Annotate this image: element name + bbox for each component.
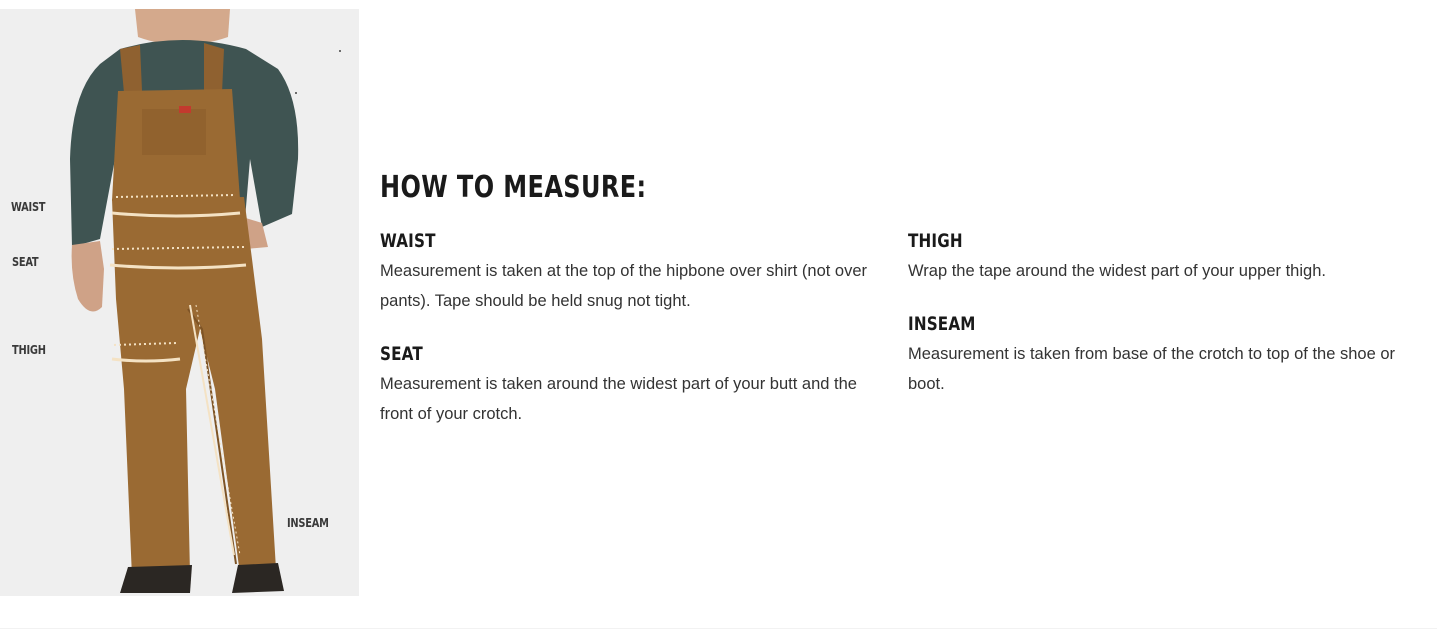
figure-label-seat: SEAT bbox=[12, 255, 39, 269]
figure-label-thigh: THIGH bbox=[12, 343, 46, 357]
measurement-figure bbox=[0, 9, 359, 596]
section-title: HOW TO MEASURE: bbox=[380, 170, 647, 205]
measurement-thigh bbox=[908, 228, 1418, 286]
measurement-inseam bbox=[908, 311, 1418, 399]
measurement-description: Measurement is taken from base of the crotch to top of the shoe or boot. bbox=[908, 345, 1396, 393]
measurement-seat bbox=[380, 341, 880, 429]
measurement-description: Wrap the tape around the widest part of your upper thigh. bbox=[908, 262, 1326, 280]
measurement-title: THIGH bbox=[908, 230, 963, 252]
figure-label-inseam: INSEAM bbox=[287, 516, 329, 530]
figure-label-waist: WAIST bbox=[11, 200, 46, 214]
measurement-title: INSEAM bbox=[908, 313, 976, 335]
measurement-title: SEAT bbox=[380, 343, 423, 365]
divider bbox=[0, 628, 1437, 629]
measurement-description: Measurement is taken at the top of the hipbone over shirt (not over pants). Tape should be held snug not tight. bbox=[380, 262, 868, 310]
measurement-waist bbox=[380, 228, 880, 316]
measurement-description: Measurement is taken around the widest part of your butt and the front of your crotch. bbox=[380, 375, 857, 423]
measurement-title: WAIST bbox=[380, 230, 436, 252]
overalls-illustration bbox=[0, 9, 359, 596]
